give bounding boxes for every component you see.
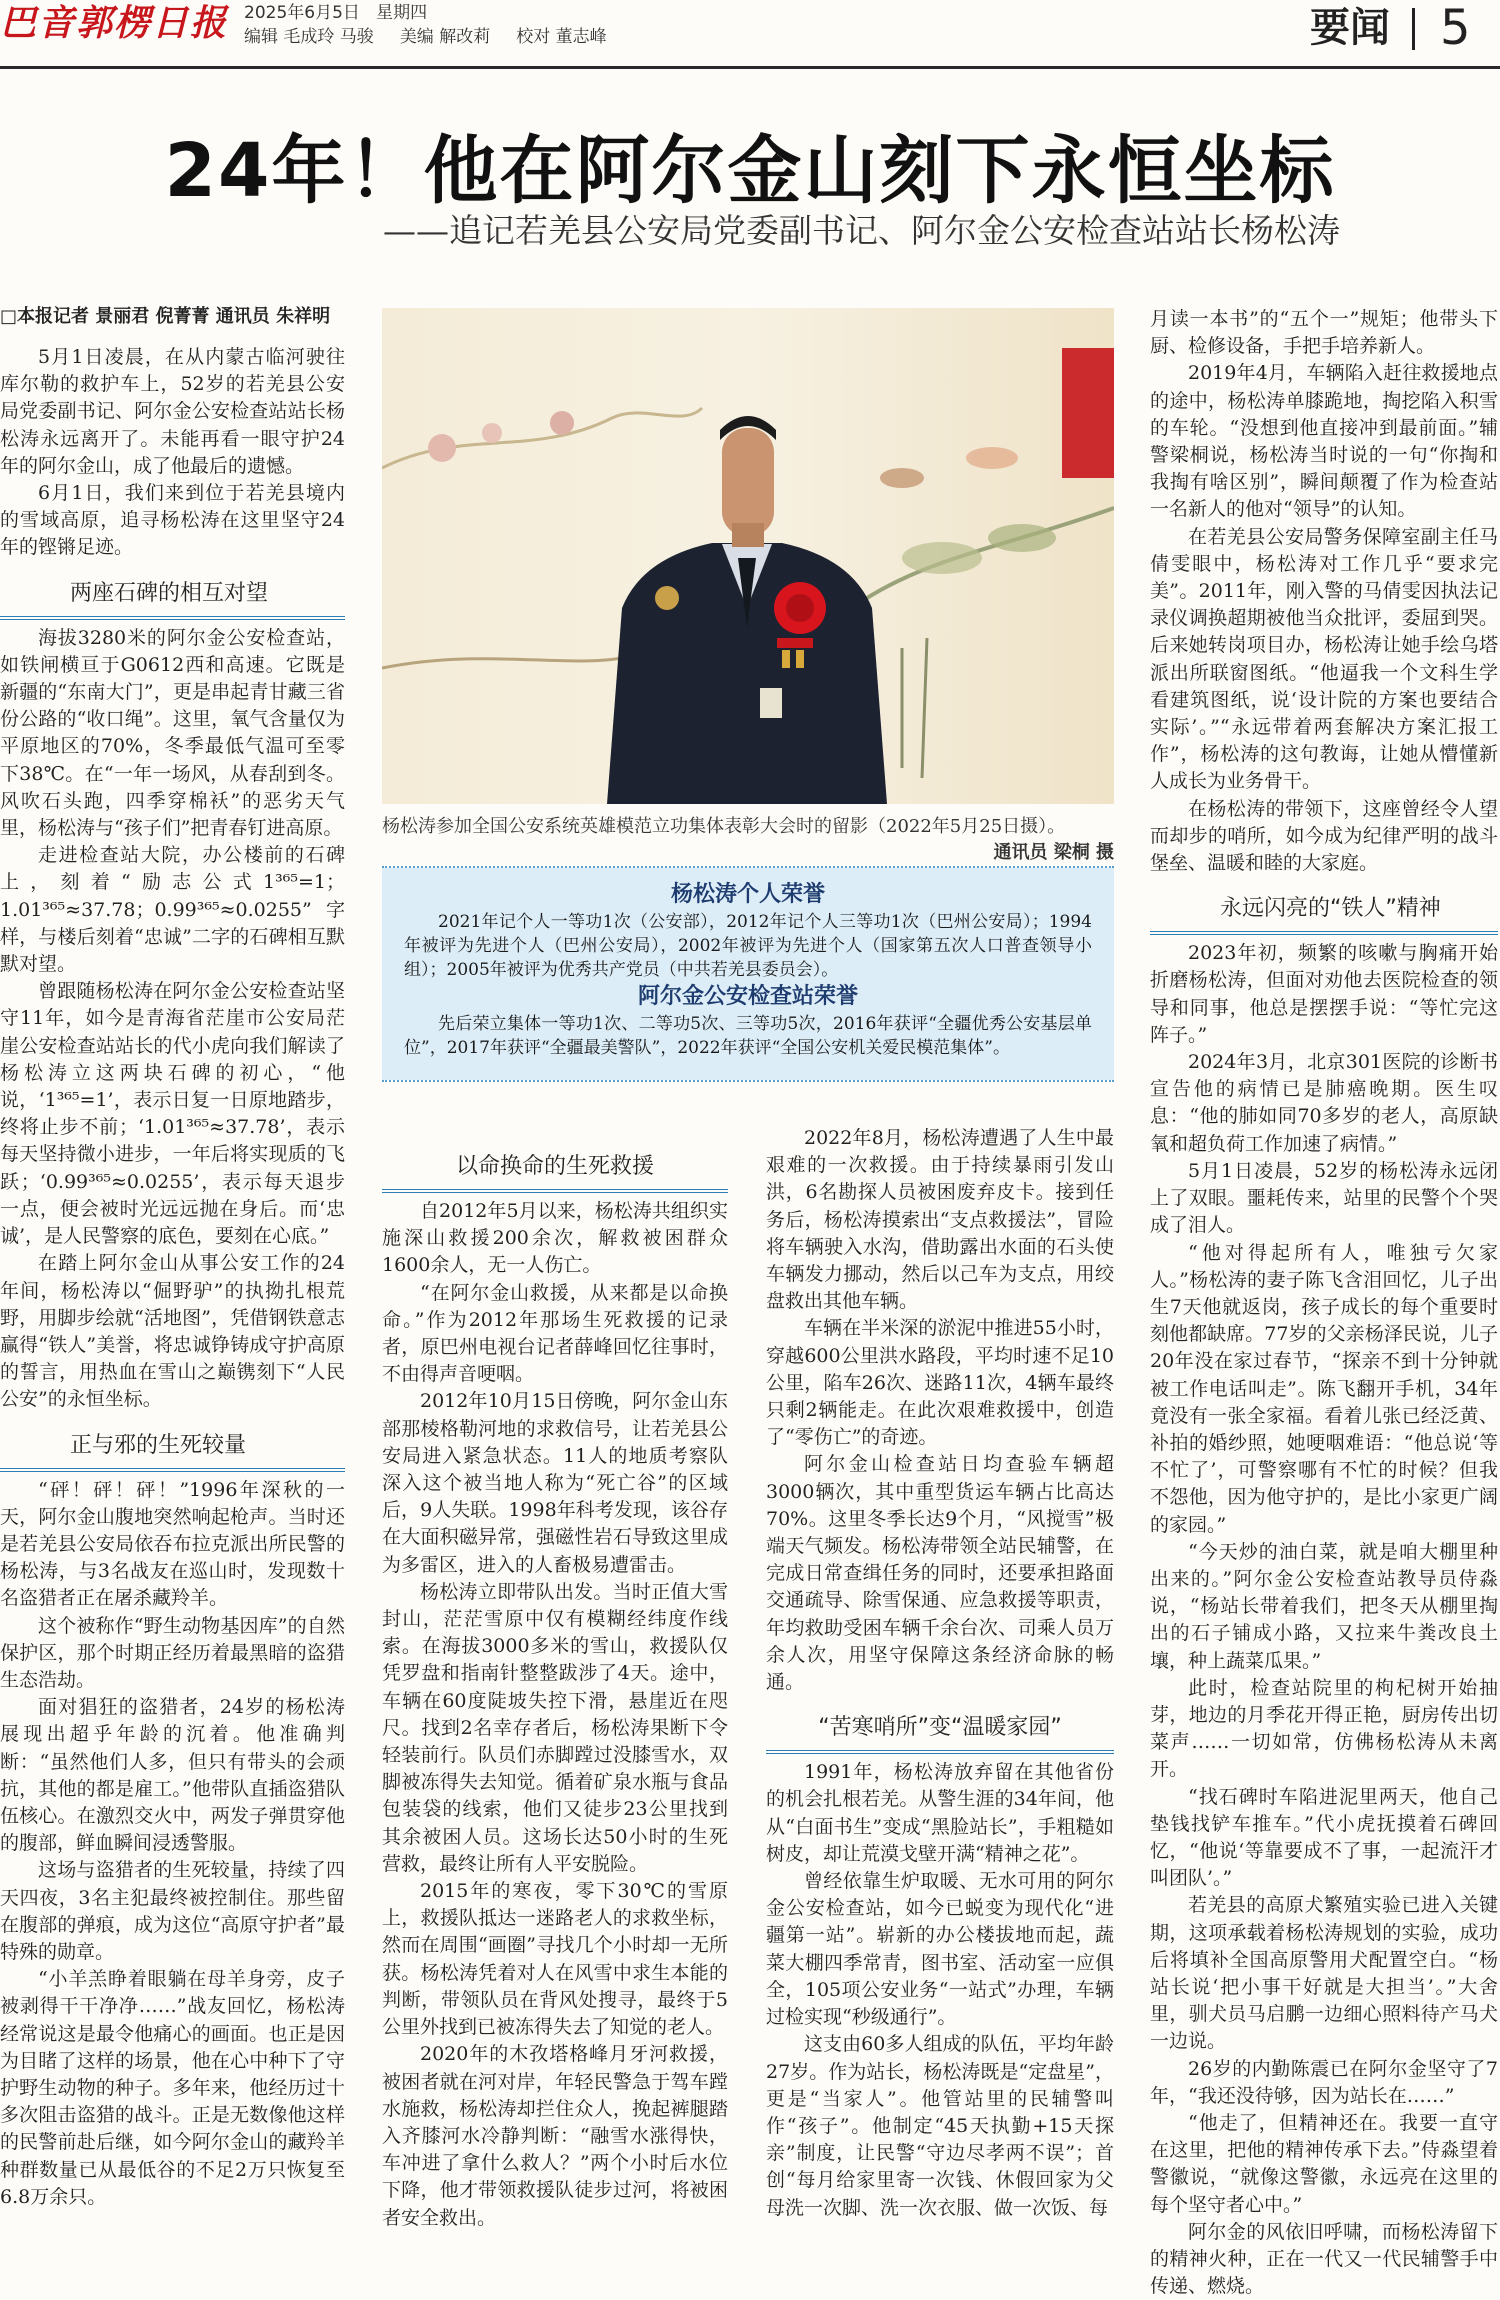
paragraph: “他走了，但精神还在。我要一直守在这里，把他的精神传承下去。”侍淼望着警徽说，“就像这警徽，永远亮在这里的每个坚守者心中。”	[1150, 2112, 1498, 2216]
paragraph: 走进检查站大院，办公楼前的石碑上，刻着“励志公式1³⁶⁵=1；1.01³⁶⁵≈37.78；0.99³⁶⁵≈0.0255”字样，与楼后刻着“忠诚”二字的石碑相互默默对望。	[0, 844, 345, 976]
paragraph: 若羌县的高原犬繁殖实验已进入关键期，这项承载着杨松涛规划的实验，成功后将填补全国高原警用犬配置空白。“杨站长说‘把小事干好就是大担当’。”大舍里，驯犬员马启鹏一边细心照料待产马犬一边说。	[1150, 1894, 1498, 2053]
paragraph: 曾经依靠生炉取暖、无水可用的阿尔金公安检查站，如今已蜕变为现代化“进疆第一站”。崭新的办公楼拔地而起，蔬菜大棚四季常青，图书室、活动室一应俱全，105项公安业务“一站式”办理，车辆过检实现“秒级通行”。	[766, 1870, 1114, 2029]
column-3	[766, 1125, 1114, 2222]
paragraph: 26岁的内勤陈震已在阿尔金坚守了7年，“我还没待够，因为站长在……”	[1150, 2057, 1498, 2107]
paragraph: 这支由60多人组成的队伍，平均年龄27岁。作为站长，杨松涛既是“定盘星”，更是“当家人”。他管站里的民辅警叫作“孩子”。他制定“45天执勤+15天探亲”制度，让民警“守边尽孝两不误”；首创“每月给家里寄一次钱、休假回家为父母洗一次脚、洗一次衣服、做一次饭、每	[766, 2033, 1114, 2219]
paragraph: 5月1日凌晨，52岁的杨松涛永远闭上了双眼。噩耗传来，站里的民警个个哭成了泪人。	[1150, 1159, 1498, 1237]
portrait-photo	[382, 308, 1114, 804]
subheadline: ——追记若羌县公安局党委副书记、阿尔金公安检查站站长杨松涛	[383, 211, 1340, 250]
paragraph: 2015年的寒夜，零下30℃的雪原上，救援队抵达一迷路老人的求救坐标，然而在周围“画圈”寻找几个小时却一无所获。杨松涛凭着对人在风雪中求生本能的判断，带领队员在背风处搜寻，最终于5公里外找到已被冻得失去了知觉的老人。	[382, 1880, 728, 2039]
byline: □本报记者 景丽君 倪菁菁 通讯员 朱祥明	[0, 306, 331, 327]
newspaper-logo: 巴音郭楞日报	[0, 3, 229, 44]
section-divider	[1412, 8, 1415, 50]
date: 2025年6月5日	[244, 3, 360, 23]
paragraph: 在若羌县公安局警务保障室副主任马倩雯眼中，杨松涛对工作几乎“要求完美”。2011年，刚入警的马倩雯因执法记录仪调换超期被他当众批评，委屈到哭。后来她转岗项目办，杨松涛让她手绘乌塔派出所联窗图纸。“他逼我一个文科生学看建筑图纸，说‘设计院的方案也要结合实际’。”“永远带着两套解决方案汇报工作”，杨松涛的这句教诲，让她从懵懂新人成长为业务骨干。	[1150, 525, 1498, 793]
honors-personal-text: 2021年记个人一等功1次（公安部），2012年记个人三等功1次（巴州公安局）；1994年被评为先进个人（巴州公安局），2002年被评为先进个人（国家第五次人口普查领导小组）；2005年被评为优秀共产党员（中共若羌县委员会）。	[404, 912, 1092, 980]
section-subtitle: 以命换命的生死救援	[382, 1141, 728, 1190]
issue-date	[244, 0, 427, 26]
paragraph: 阿尔金山检查站日均查验车辆超3000辆次，其中重型货运车辆占比高达70%。这里冬季长达9个月，“风搅雪”极端天气频发。杨松涛带领全站民辅警，在完成日常查缉任务的同时，还要承担路面交通疏导、除雪保通、应急救援等职责，年均救助受困车辆千余台次、司乘人员万余人次，用坚守保障这条经济命脉的畅通。	[766, 1453, 1114, 1694]
paragraph: 在踏上阿尔金山从事公安工作的24年间，杨松涛以“倔野驴”的执拗扎根荒野，用脚步绘就“活地图”，凭借钢铁意志赢得“铁人”美誉，将忠诚铮铸成守护高原的誓言，用热血在雪山之巅镌刻下“人民公安”的永恒坐标。	[0, 1252, 345, 1411]
designer-credit: 美编 解改莉	[399, 27, 491, 47]
staff-credits	[244, 24, 633, 50]
page-number: 5	[1440, 0, 1471, 56]
paragraph: 这个被称作“野生动物基因库”的自然保护区，那个时期正经历着最黑暗的盗猎生态浩劫。	[0, 1614, 345, 1691]
paragraph: 2019年4月，车辆陷入赶往救援地点的途中，杨松涛单膝跪地，掏挖陷入积雪的车轮。“没想到他直接冲到最前面。”辅警梁桐说，杨松涛当时说的一句“你掏和我掏有啥区别”，瞬间颠覆了作为检查站一名新人的他对“领导”的认知。	[1150, 362, 1498, 521]
honors-station-text: 先后荣立集体一等功1次、二等功5次、三等功5次，2016年获评“全疆优秀公安基层单位”，2017年获评“全疆最美警队”，2022年获评“全国公安机关爱民模范集体”。	[404, 1014, 1092, 1058]
photo-credit: 通讯员 梁桐 摄	[993, 842, 1114, 863]
photo-illustration	[382, 308, 1114, 804]
editor-credit: 编辑 毛成玲 马骏	[244, 27, 374, 47]
paragraph: “在阿尔金山救援，从来都是以命换命。”作为2012年那场生死救援的记录者，原巴州电视台记者薛峰回忆往事时，不由得声音哽咽。	[382, 1281, 728, 1386]
honors-title-personal: 杨松涛个人荣誉	[670, 882, 825, 907]
honors-border-top	[382, 866, 1114, 871]
masthead-rule	[0, 66, 1500, 69]
paragraph: 面对猖狂的盗猎者，24岁的杨松涛展现出超乎年龄的沉着。他准确判断：“虽然他们人多，但只有带头的会顽抗，其他的都是雇工。”他带队直插盗猎队伍核心。在激烈交火中，两发子弹贯穿他的腹部，鲜血瞬间浸透警服。	[0, 1696, 345, 1855]
honors-box	[382, 868, 1114, 1080]
honors-title-station: 阿尔金公安检查站荣誉	[637, 984, 858, 1009]
paragraph: “他对得起所有人，唯独亏欠家人。”杨松涛的妻子陈飞含泪回忆，儿子出生7天他就返岗，孩子成长的每个重要时刻他都缺席。77岁的父亲杨泽民说，儿子20年没在家过春节，“探亲不到十分钟就被工作电话叫走”。陈飞翻开手机，34年竟没有一张全家福。看着儿张已经泛黄、补拍的婚纱照，她哽咽难语：“他总说‘等不忙了’，可警察哪有不忙的时候？但我不怨他，因为他守护的，是比小家更广阔的家园。”	[1150, 1241, 1498, 1536]
section-subtitle: 两座石碑的相互对望	[0, 568, 345, 617]
paragraph: 1991年，杨松涛放弃留在其他省份的机会扎根若羌。从警生涯的34年间，他从“白面书生”变成“黑脸站长”，手粗糙如树皮，却让荒漠戈壁开满“精神之花”。	[766, 1761, 1114, 1865]
column-2	[382, 1135, 728, 2232]
paragraph: “小羊羔睁着眼躺在母羊身旁，皮子被剥得干干净净……”战友回忆，杨松涛经常说这是最令他痛心的画面。也正是因为目睹了这样的场景，他在心中种下了守护野生动物的种子。多年来，他经历过十多次阻击盗猎的战斗。正是无数像他这样的民警前赴后继，如今阿尔金山的藏羚羊种群数量已从最低谷的不足2万只恢复至6.8万余只。	[0, 1968, 345, 2208]
paragraph: 杨松涛立即带队出发。当时正值大雪封山，茫茫雪原中仅有模糊经纬度作线索。在海拔3000多米的雪山，救援队仅凭罗盘和指南针整整跋涉了4天。途中，车辆在60度陡坡失控下滑，悬崖近在咫尺。找到2名幸存者后，杨松涛果断下令轻装前行。队员们赤脚蹚过没膝雪水，双脚被冻得失去知觉。循着矿泉水瓶与食品包装袋的线索，他们又徒步23公里找到其余被困人员。这场长达50小时的生死营救，最终让所有人平安脱险。	[382, 1580, 728, 1875]
paragraph: 2022年8月，杨松涛遭遇了人生中最艰难的一次救援。由于持续暴雨引发山洪，6名勘探人员被困废弃皮卡。接到任务后，杨松涛摸索出“支点救援法”，冒险将车辆驶入水沟，借助露出水面的石头使车辆发力挪动，然后以己车为支点，用绞盘救出其他车辆。	[766, 1127, 1114, 1313]
honors-border-bottom	[382, 1080, 1114, 1085]
section-subtitle: “苦寒哨所”变“温暖家园”	[766, 1702, 1114, 1751]
paragraph: 2024年3月，北京301医院的诊断书宣告他的病情已是肺癌晚期。医生叹息：“他的肺如同70多岁的老人，高原缺氧和超负荷工作加速了病情。”	[1150, 1051, 1498, 1155]
paragraph: “找石碑时车陷进泥里两天，他自己垫钱找铲车推车。”代小虎抚摸着石碑回忆，“他说‘等靠要成不了事，一起流汗才叫团队’。”	[1150, 1785, 1498, 1890]
paragraph: 2020年的木孜塔格峰月牙河救援，被困者就在河对岸，年轻民警急于驾车蹚水施救，杨松涛却拦住众人，挽起裤腿踏入齐膝河水冷静判断：“融雪水涨得快，车冲进了拿什么救人？”两个小时后水位下降，他才带领救援队徒步过河，将被困者安全救出。	[382, 2043, 728, 2229]
paragraph: 5月1日凌晨，在从内蒙古临河驶往库尔勒的救护车上，52岁的若羌县公安局党委副书记、阿尔金公安检查站站长杨松涛永远离开了。未能再看一眼守护24年的阿尔金山，成了他最后的遗憾。	[0, 346, 345, 477]
column-1	[0, 303, 345, 2211]
masthead	[0, 0, 1500, 96]
caption-text: 杨松涛参加全国公安系统英雄模范立功集体表彰大会时的留影（2022年5月25日摄）。	[382, 816, 1066, 837]
headline: 24年！他在阿尔金山刻下永恒坐标	[164, 128, 1336, 214]
paragraph: 2012年10月15日傍晚，阿尔金山东部那棱格勒河地的求救信号，让若羌县公安局进入紧急状态。11人的地质考察队深入这个被当地人称为“死亡谷”的区域后，9人失联。1998年科考发现，该谷存在大面积磁异常，强磁性岩石导致这里成为多雷区，进入的人畜极易遭雷击。	[382, 1390, 728, 1576]
paragraph: 阿尔金的风依旧呼啸，而杨松涛留下的精神火种，正在一代又一代民辅警手中传递、燃烧。	[1150, 2220, 1498, 2298]
paragraph: 自2012年5月以来，杨松涛共组织实施深山救援200余次，解救被困群众1600余人，无一人伤亡。	[382, 1200, 728, 1277]
paragraph: 6月1日，我们来到位于若羌县境内的雪域高原，追寻杨松涛在这里坚守24年的铿锵足迹。	[0, 482, 345, 559]
section-subtitle: 正与邪的生死较量	[0, 1420, 345, 1469]
paragraph: 2023年初，频繁的咳嗽与胸痛开始折磨杨松涛，但面对劝他去医院检查的领导和同事，他总是摆摆手说：“等忙完这阵子。”	[1150, 942, 1498, 1046]
paragraph: 这场与盗猎者的生死较量，持续了四天四夜，3名主犯最终被控制住。那些留在腹部的弹痕，成为这位“高原守护者”最特殊的勋章。	[0, 1859, 345, 1963]
section-subtitle: 永远闪亮的“铁人”精神	[1150, 883, 1498, 932]
proof-credit: 校对 董志峰	[516, 27, 607, 47]
paragraph: “砰！砰！砰！”1996年深秋的一天，阿尔金山腹地突然响起枪声。当时还是若羌县公安局依吞布拉克派出所民警的杨松涛，与3名战友在巡山时，发现数十名盗猎者正在屠杀藏羚羊。	[0, 1478, 345, 1610]
paragraph: 此时，检查站院里的枸杞树开始抽芽，地边的月季花开得正艳，厨房传出切菜声……一切如常，仿佛杨松涛从未离开。	[1150, 1676, 1498, 1781]
paragraph: 曾跟随杨松涛在阿尔金公安检查站坚守11年，如今是青海省茫崖市公安局茫崖公安检查站站长的代小虎向我们解读了杨松涛立这两块石碑的初心，“他说，‘1³⁶⁵=1’，表示日复一日原地踏步，终将止步不前；‘1.01³⁶⁵≈37.78’，表示每天坚持微小进步，一年后将实现质的飞跃；‘0.99³⁶⁵≈0.0255’，表示每天退步一点，便会被时光远远抛在身后。而‘忠诚’，是人民警察的底色，要刻在心底。”	[0, 980, 345, 1248]
weekday: 星期四	[376, 3, 428, 23]
section-label: 要闻	[1310, 5, 1390, 51]
paragraph: 车辆在半米深的淤泥中推进55小时，穿越600公里洪水路段，平均时速不足10公里，陷车26次、迷路11次，4辆车最终只剩2辆能走。在此次艰难救援中，创造了“零伤亡”的奇迹。	[766, 1317, 1114, 1449]
column-4	[1150, 306, 1498, 2300]
paragraph: 月读一本书”的“五个一”规矩；他带头下厨、检修设备，手把手培养新人。	[1150, 308, 1498, 358]
paragraph: “今天炒的油白菜，就是咱大棚里种出来的。”阿尔金公安检查站教导员侍淼说，“杨站长带着我们，把冬天从棚里掏出的石子铺成小路，又拉来牛粪改良土壤，种上蔬菜瓜果。”	[1150, 1540, 1498, 1672]
paragraph: 在杨松涛的带领下，这座曾经令人望而却步的哨所，如今成为纪律严明的战斗堡垒、温暖和睦的大家庭。	[1150, 797, 1498, 875]
paragraph: 海拔3280米的阿尔金公安检查站，如铁闸横亘于G0612西和高速。它既是新疆的“东南大门”，更是串起青甘藏三省份公路的“收口绳”。这里，氧气含量仅为平原地区的70%，冬季最低气温可至零下38℃。在“一年一场风，从春刮到冬。风吹石头跑，四季穿棉袄”的恶劣天气里，杨松涛与“孩子们”把青春钉进高原。	[0, 626, 345, 840]
photo-caption	[382, 814, 1114, 866]
